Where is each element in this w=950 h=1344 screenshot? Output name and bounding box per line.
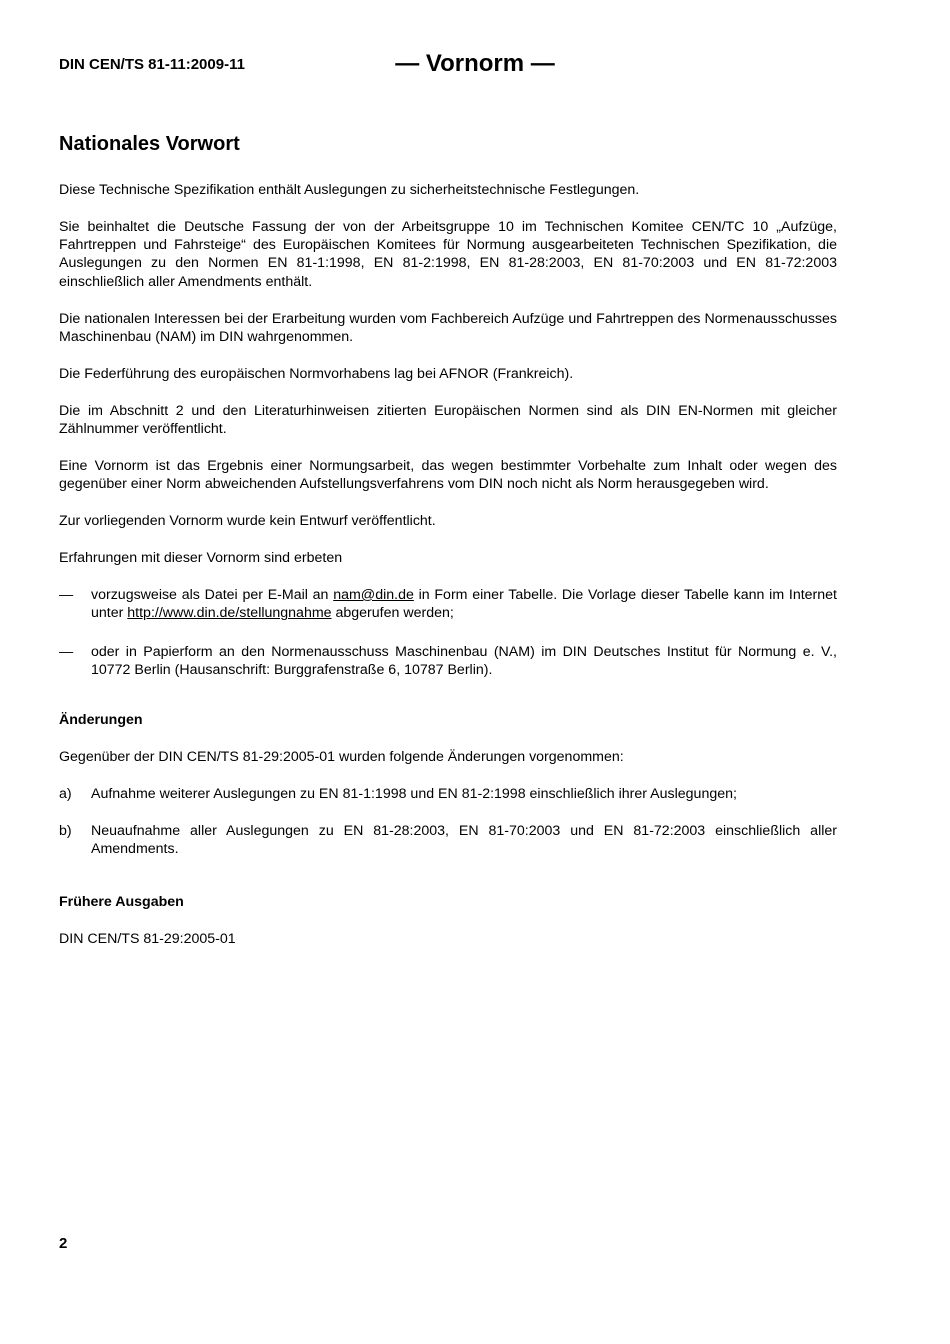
page-number: 2 — [59, 1235, 68, 1252]
bullet-item-email — [59, 586, 837, 623]
bullet-text-part: abgerufen werden; — [331, 605, 454, 622]
paragraph-1: Diese Technische Spezifikation enthält Auslegungen zu sicherheitstechnische Festlegungen. — [59, 182, 640, 198]
previous-editions-text: DIN CEN/TS 81-29:2005-01 — [59, 930, 236, 947]
paragraph-8: Erfahrungen mit dieser Vornorm sind erbeten — [59, 550, 343, 567]
url-link[interactable]: http://www.din.de/stellungnahme — [127, 605, 332, 622]
changes-heading: Änderungen — [59, 712, 143, 729]
document-status: — Vornorm — — [395, 50, 555, 77]
list-item-text: Aufnahme weiterer Auslegungen zu EN 81-1:1998 und EN 81-2:1998 einschließlich ihrer Auslegungen; — [91, 785, 737, 802]
paragraph-4: Die Federführung des europäischen Normvorhabens lag bei AFNOR (Frankreich). — [59, 365, 574, 382]
bullet-text: oder in Papierform an den Normenausschuss Maschinenbau (NAM) im DIN Deutsches Institut für Normung e. V., 10772 Berlin (Hausanschrift: Burggrafenstraße 6, 10787 Berlin). — [91, 643, 837, 678]
dash-marker: — — [59, 586, 74, 603]
document-id: DIN CEN/TS 81-11:2009-11 — [59, 56, 245, 73]
paragraph-2: Sie beinhaltet die Deutsche Fassung der von der Arbeitsgruppe 10 im Technischen Komitee CEN/TC 10 „Aufzüge, Fahrtreppen und Fahrsteige“ des Europäischen Komitees für Normung ausgearbeiteten Technischen Spezifikation, die Auslegungen zu den Normen EN 81-1:1998, EN 81-2:1998, EN 81-28:2003, EN 81-70:2003 und EN 81-72:2003 einschließlich aller Amendments enthält. — [59, 218, 837, 290]
changes-item-a — [59, 785, 837, 803]
page-title: Nationales Vorwort — [59, 133, 240, 155]
list-marker: b) — [59, 823, 72, 840]
bullet-text — [91, 586, 837, 623]
main-content — [59, 132, 837, 967]
paragraph-3: Die nationalen Interessen bei der Erarbeitung wurden vom Fachbereich Aufzüge und Fahrtreppen des Normenausschusses Maschinenbau (NAM) im DIN wahrgenommen. — [59, 310, 837, 345]
email-link[interactable]: nam@din.de — [333, 586, 414, 603]
paragraph-5: Die im Abschnitt 2 und den Literaturhinweisen zitierten Europäischen Normen sind als DIN EN-Normen mit gleicher Zählnummer veröffentlicht. — [59, 402, 837, 438]
list-item-text: Neuaufnahme aller Auslegungen zu EN 81-28:2003, EN 81-70:2003 und EN 81-72:2003 einschließlich aller Amendments. — [91, 823, 837, 858]
previous-editions-heading: Frühere Ausgaben — [59, 893, 184, 910]
dash-marker: — — [59, 643, 74, 660]
bullet-text-part: vorzugsweise als Datei per E-Mail an — [91, 586, 334, 603]
changes-item-b — [59, 822, 837, 859]
bullet-text-part: in Form einer Tabelle. Die Vorlage dieser Tabelle kann im Internet unter — [91, 586, 838, 622]
paragraph-6: Eine Vornorm ist das Ergebnis einer Normungsarbeit, das wegen bestimmter Vorbehalte zum Inhalt oder wegen des gegenüber einer Norm abweichenden Aufstellungsverfahrens vom DIN noch nicht als Norm herausgegeben wird. — [59, 457, 837, 493]
paragraph-7: Zur vorliegenden Vornorm wurde kein Entwurf veröffentlicht. — [59, 513, 436, 530]
bullet-item-post — [59, 643, 837, 680]
list-marker: a) — [59, 785, 72, 802]
changes-intro: Gegenüber der DIN CEN/TS 81-29:2005-01 wurden folgende Änderungen vorgenommen: — [59, 748, 624, 765]
